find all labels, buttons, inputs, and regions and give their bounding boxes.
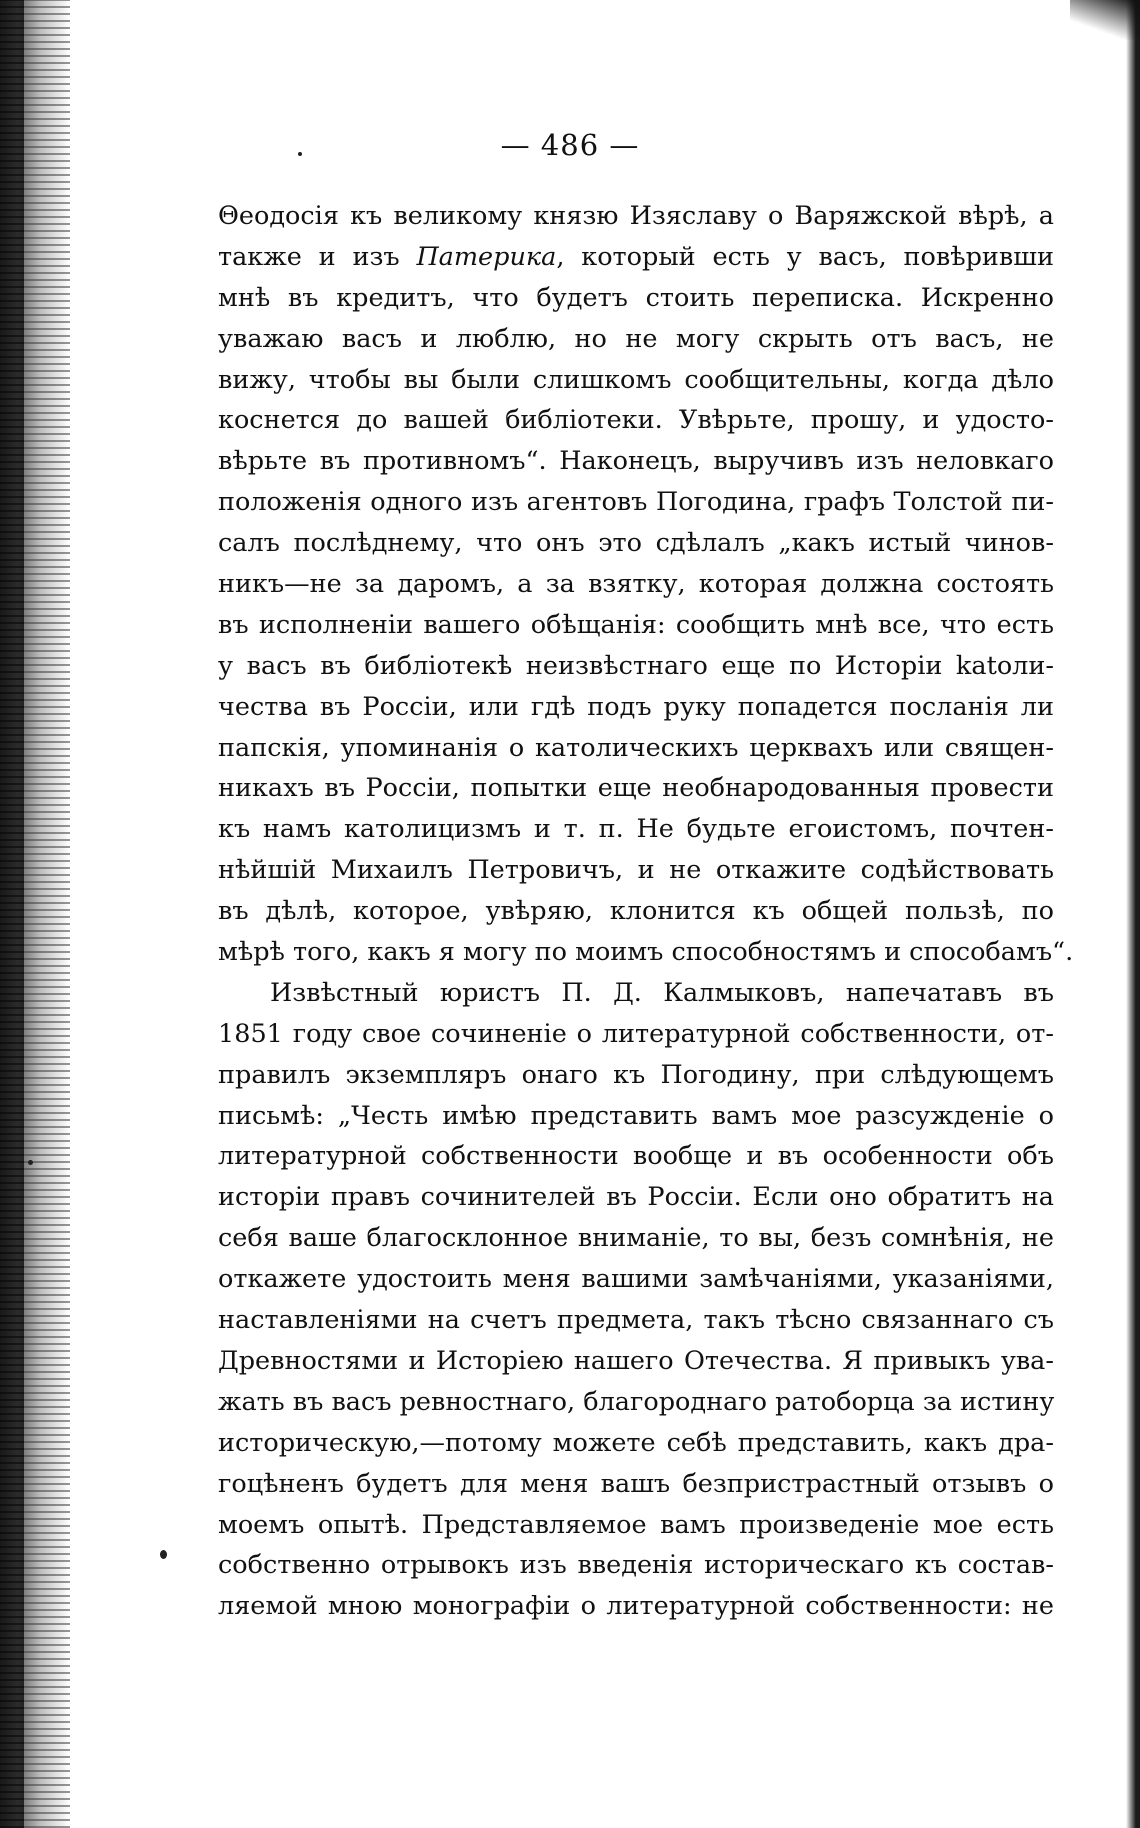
- scan-left-edge-noise: [0, 0, 70, 1828]
- text-line: Θеодосія къ великому князю Изяславу о Варяжской вѣрѣ, а: [218, 201, 1054, 231]
- text-line: жать въ васъ ревностнаго, благороднаго ратоборца за истину: [218, 1386, 1055, 1417]
- text-line: вѣрьте въ противномъ“. Наконецъ, выручивъ изъ неловкаго: [218, 446, 1054, 477]
- text-line: правилъ экземпляръ онаго къ Погодину, при слѣдующемъ: [218, 1059, 1054, 1090]
- text-line: уважаю васъ и люблю, но не могу скрыть отъ васъ, не: [218, 323, 1054, 354]
- scan-right-edge-shadow: [1126, 0, 1140, 1828]
- italic-title: Патерика: [416, 241, 557, 272]
- text-line: мѣрѣ того, какъ я могу по моимъ способностямъ и способамъ“.: [218, 937, 1074, 968]
- paragraph-first-line: Извѣстный юристъ П. Д. Калмыковъ, напечатавъ въ: [270, 977, 1054, 1008]
- text-line: у васъ въ библіотекѣ неизвѣстнаго еще по Исторіи katoли-: [218, 650, 1054, 681]
- text-line: моемъ опытѣ. Представляемое вамъ произведеніе мое есть: [218, 1509, 1054, 1540]
- text-line: мнѣ въ кредитъ, что будетъ стоить переписка. Искренно: [218, 282, 1054, 313]
- text-line: откажете удостоить меня вашими замѣчаніями, указаніями,: [218, 1264, 1054, 1295]
- scan-top-right-corner: [1070, 0, 1140, 40]
- text-line: наставленіями на счетъ предмета, такъ тѣсно связаннаго съ: [218, 1305, 1054, 1336]
- text-line: чества въ Россіи, или гдѣ подъ руку попадется посланія ли: [218, 691, 1054, 722]
- text-line: никахъ въ Россіи, попытки еще необнародованныя провести: [218, 773, 1054, 804]
- text-line: письмѣ: „Честь имѣю представить вамъ мое разсужденіе о: [218, 1100, 1054, 1131]
- page-number: — 486 —: [500, 128, 640, 162]
- body-text: [218, 196, 1074, 1627]
- text-line: салъ послѣднему, что онъ это сдѣлалъ „какъ истый чинов-: [218, 528, 1054, 559]
- text-line: папскія, упоминанія о католическихъ церквахъ или священ-: [218, 732, 1054, 763]
- text-line: 1851 году свое сочиненіе о литературной собственности, от-: [218, 1018, 1054, 1049]
- text-line: къ намъ католицизмъ и т. п. Не будьте егоистомъ, почтен-: [218, 814, 1054, 845]
- text-line: въ дѣлѣ, которое, увѣряю, клонится къ общей пользѣ, по: [218, 896, 1054, 927]
- text-line: никъ—не за даромъ, а за взятку, которая должна состоять: [218, 569, 1054, 600]
- scan-speck: [160, 1550, 167, 1559]
- text-line: въ исполненіи вашего обѣщанія: сообщить мнѣ все, что есть: [218, 609, 1054, 640]
- text-line: исторіи правъ сочинителей въ Россіи. Если оно обратитъ на: [218, 1182, 1054, 1213]
- text-line: собственно отрывокъ изъ введенія историческаго къ состав-: [218, 1550, 1054, 1581]
- text-line: себя ваше благосклонное вниманіе, то вы, безъ сомнѣнія, не: [218, 1223, 1054, 1254]
- text-line: гоцѣненъ будетъ для меня вашъ безпристрастный отзывъ о: [218, 1468, 1054, 1499]
- scan-speck: [28, 1160, 33, 1165]
- text-line: коснется до вашей библіотеки. Увѣрьте, прошу, и удосто-: [218, 405, 1054, 436]
- text-line: вижу, чтобы вы были слишкомъ сообщительны, когда дѣло: [218, 364, 1054, 395]
- text-line: положенія одного изъ агентовъ Погодина, графъ Толстой пи-: [218, 487, 1054, 518]
- text-line: нѣйшій Михаилъ Петровичъ, и не откажите содѣйствовать: [218, 855, 1054, 886]
- text-line: литературной собственности вообще и въ особенности объ: [218, 1141, 1054, 1172]
- text-line: ляемой мною монографіи о литературной собственности: не: [218, 1591, 1054, 1622]
- text-line: Древностями и Исторіею нашего Отечества. Я привыкъ ува-: [218, 1345, 1054, 1376]
- text-line: историческую,—потому можете себѣ представить, какъ дра-: [218, 1427, 1054, 1458]
- text-line: также и изъ Патерика, который есть у васъ, повѣривши: [218, 241, 1054, 272]
